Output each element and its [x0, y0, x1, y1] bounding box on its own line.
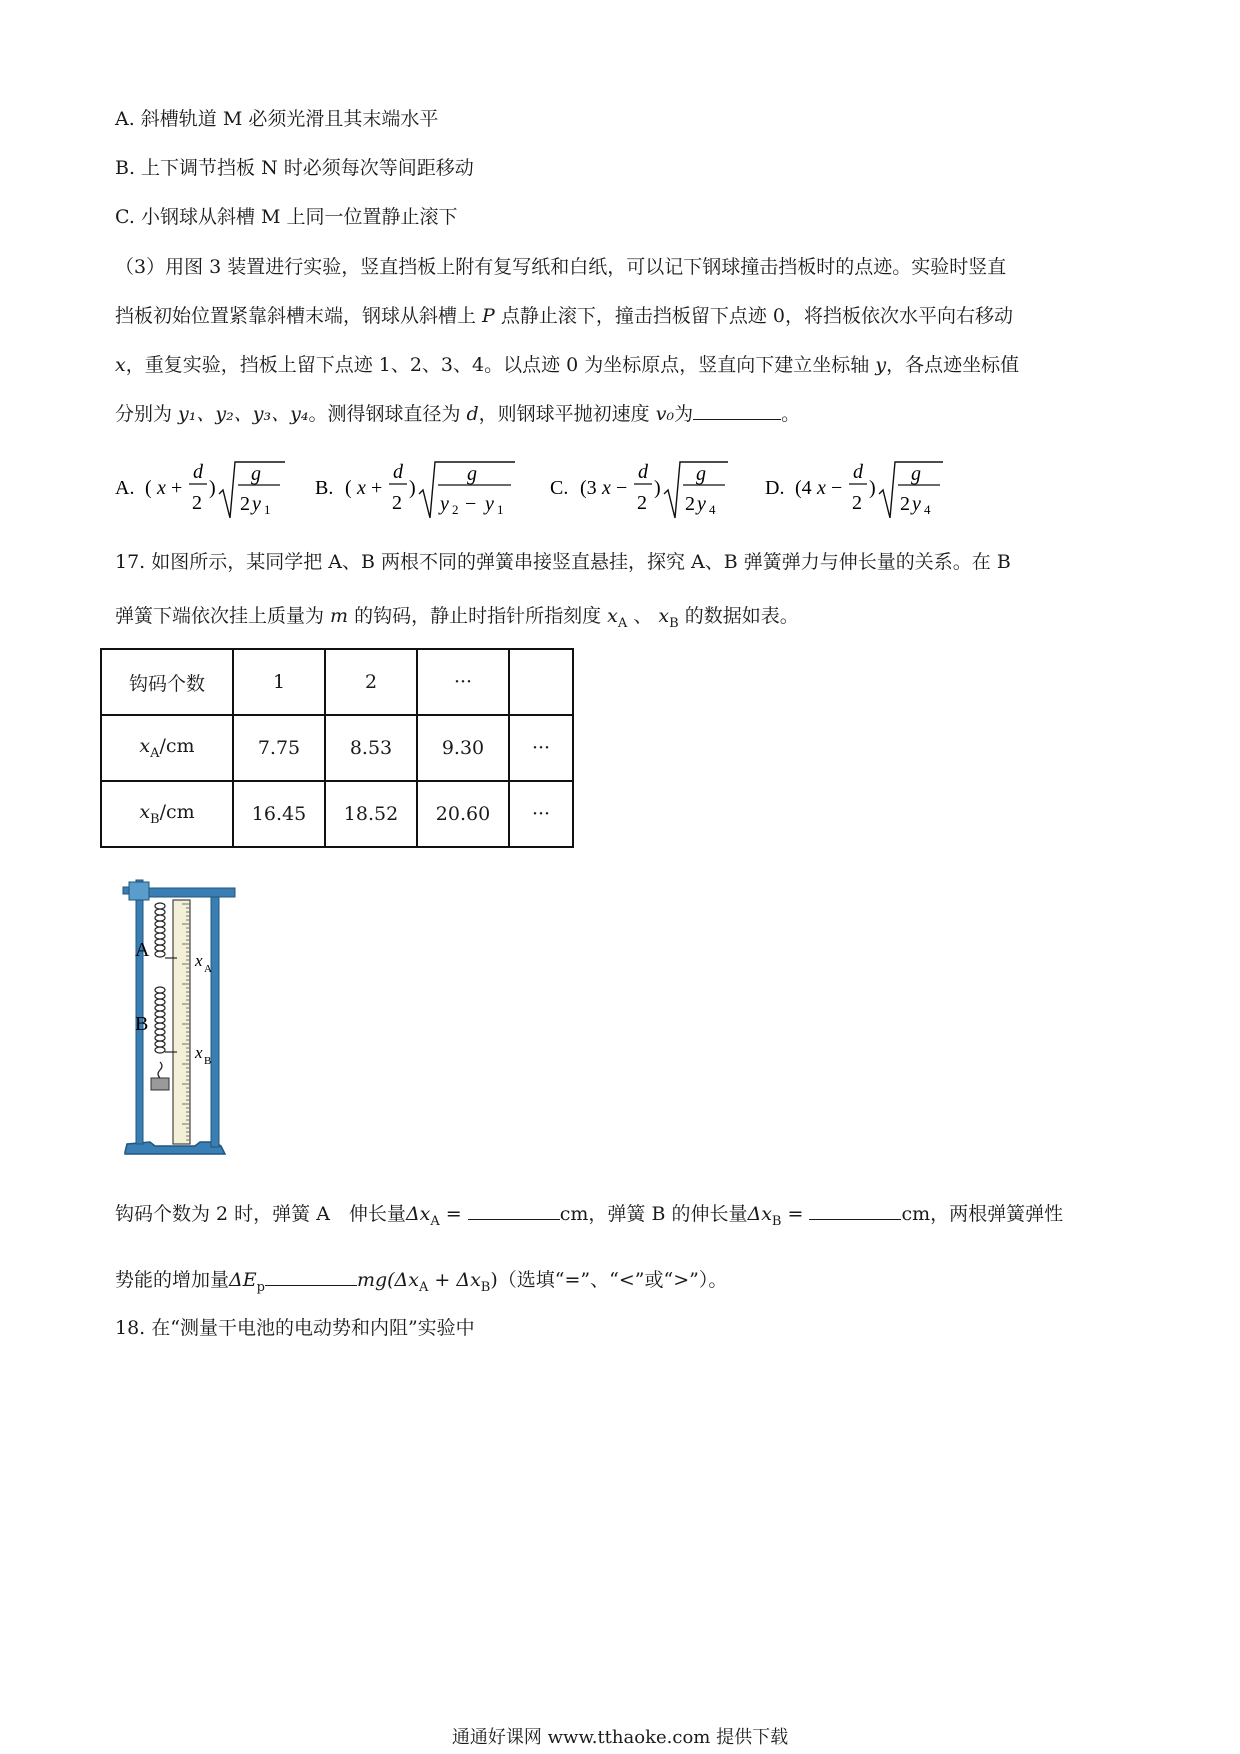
svg-text:2: 2	[240, 493, 250, 515]
table-row	[101, 781, 573, 847]
table-row-label: $x_B/cm$	[101, 781, 233, 847]
question-18-text: 18. 在“测量干电池的电动势和内阻”实验中	[115, 1317, 475, 1339]
svg-text:2: 2	[637, 492, 647, 514]
choice-a	[115, 448, 285, 524]
choice-c-label: C.	[550, 477, 569, 499]
svg-text:d: d	[193, 461, 203, 483]
q3-row-2: 挡板初始位置紧靠斜槽末端，钢球从斜槽上 P 点静止滚下，撞击挡板留下点迹 0，将挡板依次水平向右移动	[115, 305, 1014, 327]
choice-d	[765, 448, 945, 524]
option-b: B. 上下调节挡板 N 时必须每次等间距移动	[115, 157, 474, 179]
table-cell: 1	[233, 649, 325, 715]
svg-text:): )	[409, 477, 416, 499]
svg-text:y: y	[912, 493, 921, 515]
svg-text:d: d	[638, 461, 648, 483]
spring-b	[155, 987, 165, 1053]
choice-d-label: D.	[765, 477, 785, 499]
spring-a	[155, 903, 165, 957]
q17-row-1: 17. 如图所示，某同学把 A、B 两根不同的弹簧串接竖直悬挂，探究 A、B 弹簧弹力与伸长量的关系。在 B	[115, 551, 1011, 573]
choice-b-label: B.	[315, 477, 334, 499]
table-cell: 18.52	[325, 781, 417, 847]
table-cell: 9.30	[417, 715, 509, 781]
table-cell: ···	[509, 715, 573, 781]
svg-text:y: y	[485, 493, 494, 515]
svg-text:g: g	[696, 463, 706, 485]
svg-text:2: 2	[900, 493, 910, 515]
answer-blank-compare[interactable]	[265, 1267, 357, 1286]
label-spring-a: A	[135, 939, 150, 961]
svg-text:): )	[209, 477, 216, 499]
table-cell: 7.75	[233, 715, 325, 781]
answer-blank[interactable]	[693, 401, 781, 420]
choice-a-label: A.	[115, 477, 135, 499]
svg-text:4: 4	[924, 502, 931, 517]
svg-text:−: −	[831, 477, 843, 499]
svg-text:): )	[869, 477, 876, 499]
svg-text:2: 2	[685, 493, 695, 515]
svg-text:): )	[654, 477, 661, 499]
stand-clamp	[129, 882, 149, 900]
svg-text:d: d	[393, 461, 403, 483]
table-cell: 16.45	[233, 781, 325, 847]
label-spring-b: B	[135, 1013, 149, 1035]
svg-text:d: d	[853, 461, 863, 483]
table-header-row	[101, 649, 573, 715]
svg-text:x: x	[157, 477, 166, 499]
spring-apparatus-figure	[115, 862, 265, 1177]
svg-text:x: x	[817, 477, 826, 499]
choice-b	[315, 448, 520, 524]
svg-text:y: y	[440, 493, 449, 515]
table-cell: 钩码个数	[101, 649, 233, 715]
table-row-label: $x_A/cm$	[101, 715, 233, 781]
table-cell	[509, 649, 573, 715]
svg-text:x: x	[602, 477, 611, 499]
svg-text:1: 1	[264, 502, 271, 517]
option-c: C. 小钢球从斜槽 M 上同一位置静止滚下	[115, 206, 458, 228]
svg-text:y: y	[252, 493, 261, 515]
svg-text:A: A	[204, 963, 212, 975]
svg-text:g: g	[911, 463, 921, 485]
stand-pole	[136, 880, 143, 1144]
svg-text:g: g	[467, 463, 477, 485]
table-cell: 8.53	[325, 715, 417, 781]
q17-row-2: 弹簧下端依次挂上质量为 m 的钩码，静止时指针所指刻度 $x_A$ 、 $x_B$ 的数据如表。	[115, 605, 799, 631]
svg-text:(: (	[345, 477, 352, 499]
label-xb: x	[195, 1043, 203, 1062]
table-cell: ···	[509, 781, 573, 847]
svg-text:−: −	[616, 477, 628, 499]
question-17-text	[115, 535, 1130, 651]
table-cell: 2	[325, 649, 417, 715]
q3-row-4: 分别为 y₁、y₂、y₃、y₄。测得钢球直径为 d，则钢球平抛初速度 v₀为 。	[115, 403, 801, 425]
table-cell: 20.60	[417, 781, 509, 847]
svg-text:4: 4	[709, 502, 716, 517]
label-xa: x	[195, 951, 203, 970]
svg-text:(4: (4	[795, 477, 812, 499]
q17-answer-row-2: 势能的增加量$\Delta E_p$ $mg(\Delta x_A + \Delta x_B)$（选填“=”、“<”或“>”）。	[115, 1268, 728, 1295]
svg-text:g: g	[251, 463, 261, 485]
table-cell: ···	[417, 649, 509, 715]
ruler	[173, 900, 190, 1144]
option-a: A. 斜槽轨道 M 必须光滑且其末端水平	[115, 108, 439, 130]
page-footer: 通通好课网 www.tthaoke.com 提供下载	[451, 1727, 789, 1748]
table-row	[101, 715, 573, 781]
svg-text:B: B	[204, 1055, 212, 1067]
svg-text:+: +	[371, 477, 383, 499]
data-table	[100, 648, 574, 848]
choice-c	[550, 448, 730, 524]
svg-text:1: 1	[497, 502, 504, 517]
svg-text:y: y	[697, 493, 706, 515]
svg-text:x: x	[357, 477, 366, 499]
q17-answer-row-1: 钩码个数为 2 时，弹簧 A 伸长量$\Delta x_A$ = cm，弹簧 B 的伸长量$\Delta x_B$ = cm，两根弹簧弹性	[115, 1203, 1064, 1229]
svg-text:(3: (3	[580, 477, 597, 499]
svg-text:+: +	[171, 477, 183, 499]
weight-block	[151, 1078, 169, 1090]
formula-choices	[115, 448, 1015, 524]
question-17-answer-text	[115, 1185, 1130, 1317]
q3-row-1: （3）用图 3 装置进行实验，竖直挡板上附有复写纸和白纸，可以记下钢球撞击挡板时的点迹。实验时竖直	[115, 256, 1007, 278]
svg-text:2: 2	[452, 502, 459, 517]
svg-text:2: 2	[192, 492, 202, 514]
svg-text:2: 2	[852, 492, 862, 514]
answer-blank-dxb[interactable]	[809, 1201, 901, 1220]
question-3-text	[115, 243, 1130, 439]
q3-row-3: x，重复实验，挡板上留下点迹 1、2、3、4。以点迹 0 为坐标原点，竖直向下建立坐标轴 y，各点迹坐标值	[115, 354, 1020, 376]
answer-blank-dxa[interactable]	[468, 1201, 560, 1220]
svg-text:2: 2	[392, 492, 402, 514]
svg-text:−: −	[465, 493, 477, 515]
svg-text:(: (	[145, 477, 152, 499]
